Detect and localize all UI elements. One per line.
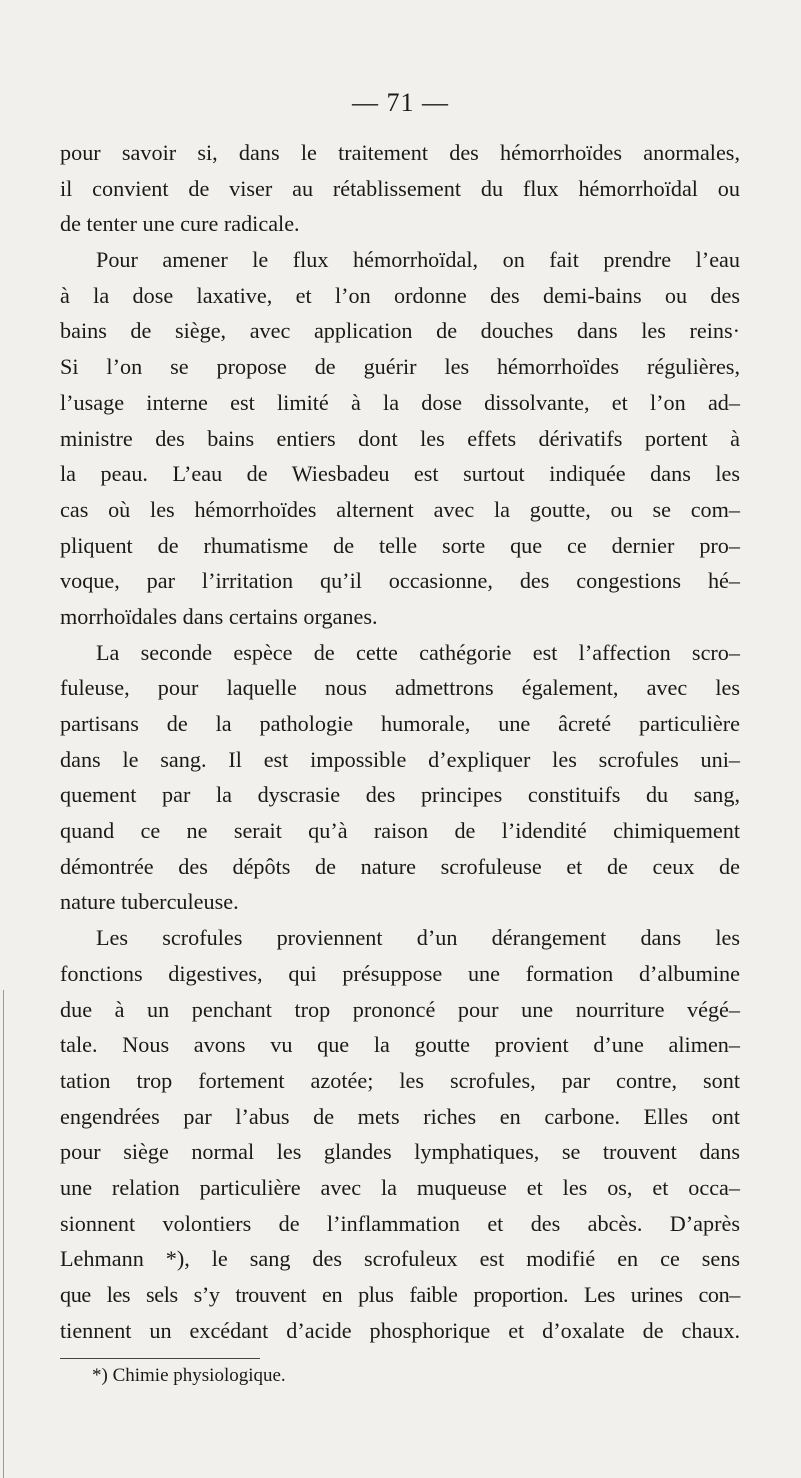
text-line: tale. Nous avons vu que la goutte provient d’une alimen–: [60, 1032, 740, 1058]
footnote: *) Chimie physiologique.: [92, 1365, 286, 1386]
text-line: fuleuse, pour laquelle nous admettrons également, avec les: [60, 675, 740, 701]
text-line: tation trop fortement azotée; les scrofules, par contre, sont: [60, 1067, 740, 1093]
text-line: engendrées par l’abus de mets riches en carbone. Elles ont: [60, 1103, 740, 1129]
text-line: à la dose laxative, et l’on ordonne des demi-bains ou des: [60, 282, 740, 308]
text-line: ministre des bains entiers dont les effets dérivatifs portent à: [60, 425, 740, 451]
text-line: Les scrofules proviennent d’un dérangement dans les: [96, 925, 740, 951]
text-line: La seconde espèce de cette cathégorie est l’affection scro–: [96, 639, 740, 665]
text-line: cas où les hémorrhoïdes alternent avec la goutte, ou se com–: [60, 496, 740, 522]
text-line: dans le sang. Il est impossible d’expliquer les scrofules uni–: [60, 746, 740, 772]
text-line: quement par la dyscrasie des principes constituifs du sang,: [60, 782, 740, 808]
body-text: [60, 135, 740, 1348]
text-line: Lehmann *), le sang des scrofuleux est modifié en ce sens: [60, 1246, 740, 1272]
text-line: nature tuberculeuse.: [60, 889, 239, 915]
text-line: sionnent volontiers de l’inflammation et des abcès. D’après: [60, 1210, 740, 1236]
footnote-divider: [60, 1358, 260, 1359]
page-number: — 71 —: [352, 88, 449, 117]
text-line: pour savoir si, dans le traitement des hémorrhoïdes anormales,: [60, 140, 740, 165]
text-line: Pour amener le flux hémorrhoïdal, on fait prendre l’eau: [96, 247, 740, 273]
text-line: quand ce ne serait qu’à raison de l’idendité chimiquement: [60, 818, 740, 844]
text-line: que les sels s’y trouvent en plus faible proportion. Les urines con–: [60, 1282, 740, 1307]
text-line: il convient de viser au rétablissement du flux hémorrhoïdal ou: [60, 175, 740, 201]
text-line: bains de siège, avec application de douches dans les reins·: [60, 318, 740, 344]
text-line: due à un penchant trop prononcé pour une nourriture végé–: [60, 996, 740, 1022]
text-line: voque, par l’irritation qu’il occasionne, des congestions hé–: [60, 568, 740, 594]
text-line: morrhoïdales dans certains organes.: [60, 603, 378, 629]
text-line: l’usage interne est limité à la dose dissolvante, et l’on ad–: [60, 389, 740, 415]
text-line: fonctions digestives, qui présuppose une formation d’albumine: [60, 960, 740, 986]
text-line: une relation particulière avec la muqueuse et les os, et occa–: [60, 1174, 740, 1200]
text-line: de tenter une cure radicale.: [60, 211, 300, 237]
text-line: partisans de la pathologie humorale, une âcreté particulière: [60, 711, 740, 736]
text-line: pour siège normal les glandes lymphatiques, se trouvent dans: [60, 1139, 740, 1165]
text-line: pliquent de rhumatisme de telle sorte que ce dernier pro–: [60, 532, 740, 558]
text-line: la peau. L’eau de Wiesbadeu est surtout indiquée dans les: [60, 461, 740, 487]
text-line: démontrée des dépôts de nature scrofuleuse et de ceux de: [60, 853, 740, 879]
text-line: Si l’on se propose de guérir les hémorrhoïdes régulières,: [60, 354, 740, 380]
page-edge-shadow: [3, 990, 4, 1478]
text-line: tiennent un excédant d’acide phosphorique et d’oxalate de chaux.: [60, 1317, 740, 1343]
